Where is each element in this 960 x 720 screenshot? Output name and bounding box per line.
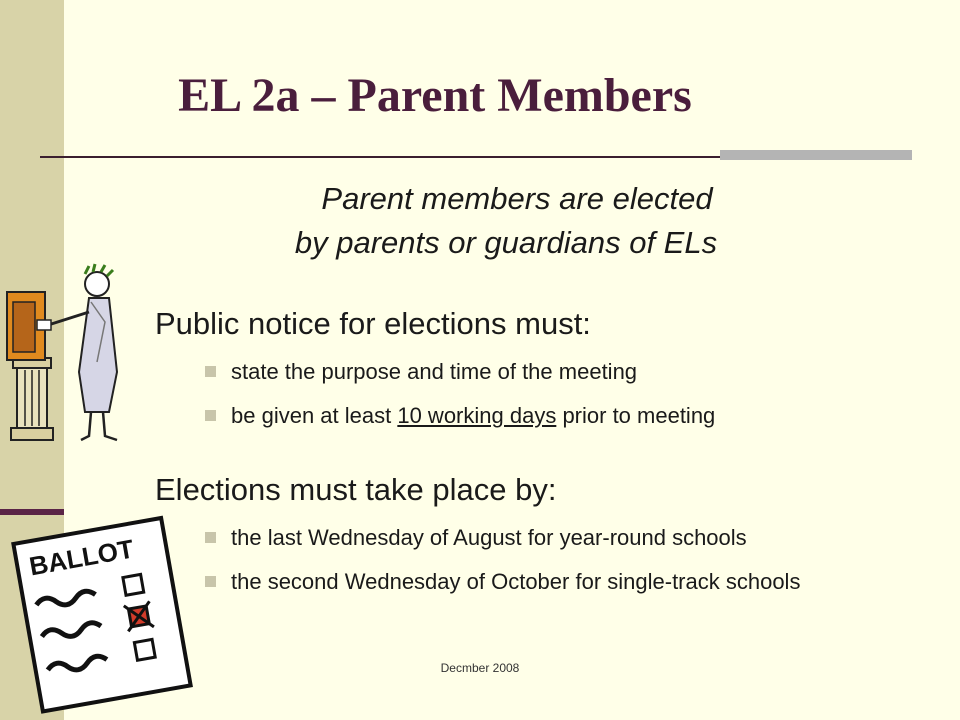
bullet-text-after: prior to meeting	[556, 403, 716, 428]
bullet-text-before: be given at least	[231, 403, 398, 428]
notice-heading: Public notice for elections must:	[155, 306, 591, 341]
bullet-text	[231, 402, 715, 430]
bullet-square-icon	[205, 576, 216, 587]
subtitle-line-2: by parents or guardians of ELs	[294, 225, 718, 260]
bullet-square-icon	[205, 366, 216, 377]
bullet-text: state the purpose and time of the meeting	[231, 359, 638, 384]
slide-footer: Decmber 2008	[440, 661, 520, 675]
subtitle-line-1: Parent members are elected	[321, 181, 713, 216]
bullet-text: the last Wednesday of August for year-round schools	[231, 525, 747, 550]
bullet-square-icon	[205, 532, 216, 543]
voter-clipart-icon	[5, 262, 155, 472]
title-rule-accent	[720, 150, 912, 160]
elections-heading: Elections must take place by:	[155, 472, 557, 507]
bullet-square-icon	[205, 410, 216, 421]
bullet-text: the second Wednesday of October for single-track schools	[231, 569, 801, 594]
ballot-label: BALLOT	[26, 533, 136, 582]
bullet-text-underlined: 10 working days	[397, 403, 557, 428]
slide-title: EL 2a – Parent Members	[178, 69, 692, 122]
ballot-clipart-icon	[10, 514, 190, 704]
